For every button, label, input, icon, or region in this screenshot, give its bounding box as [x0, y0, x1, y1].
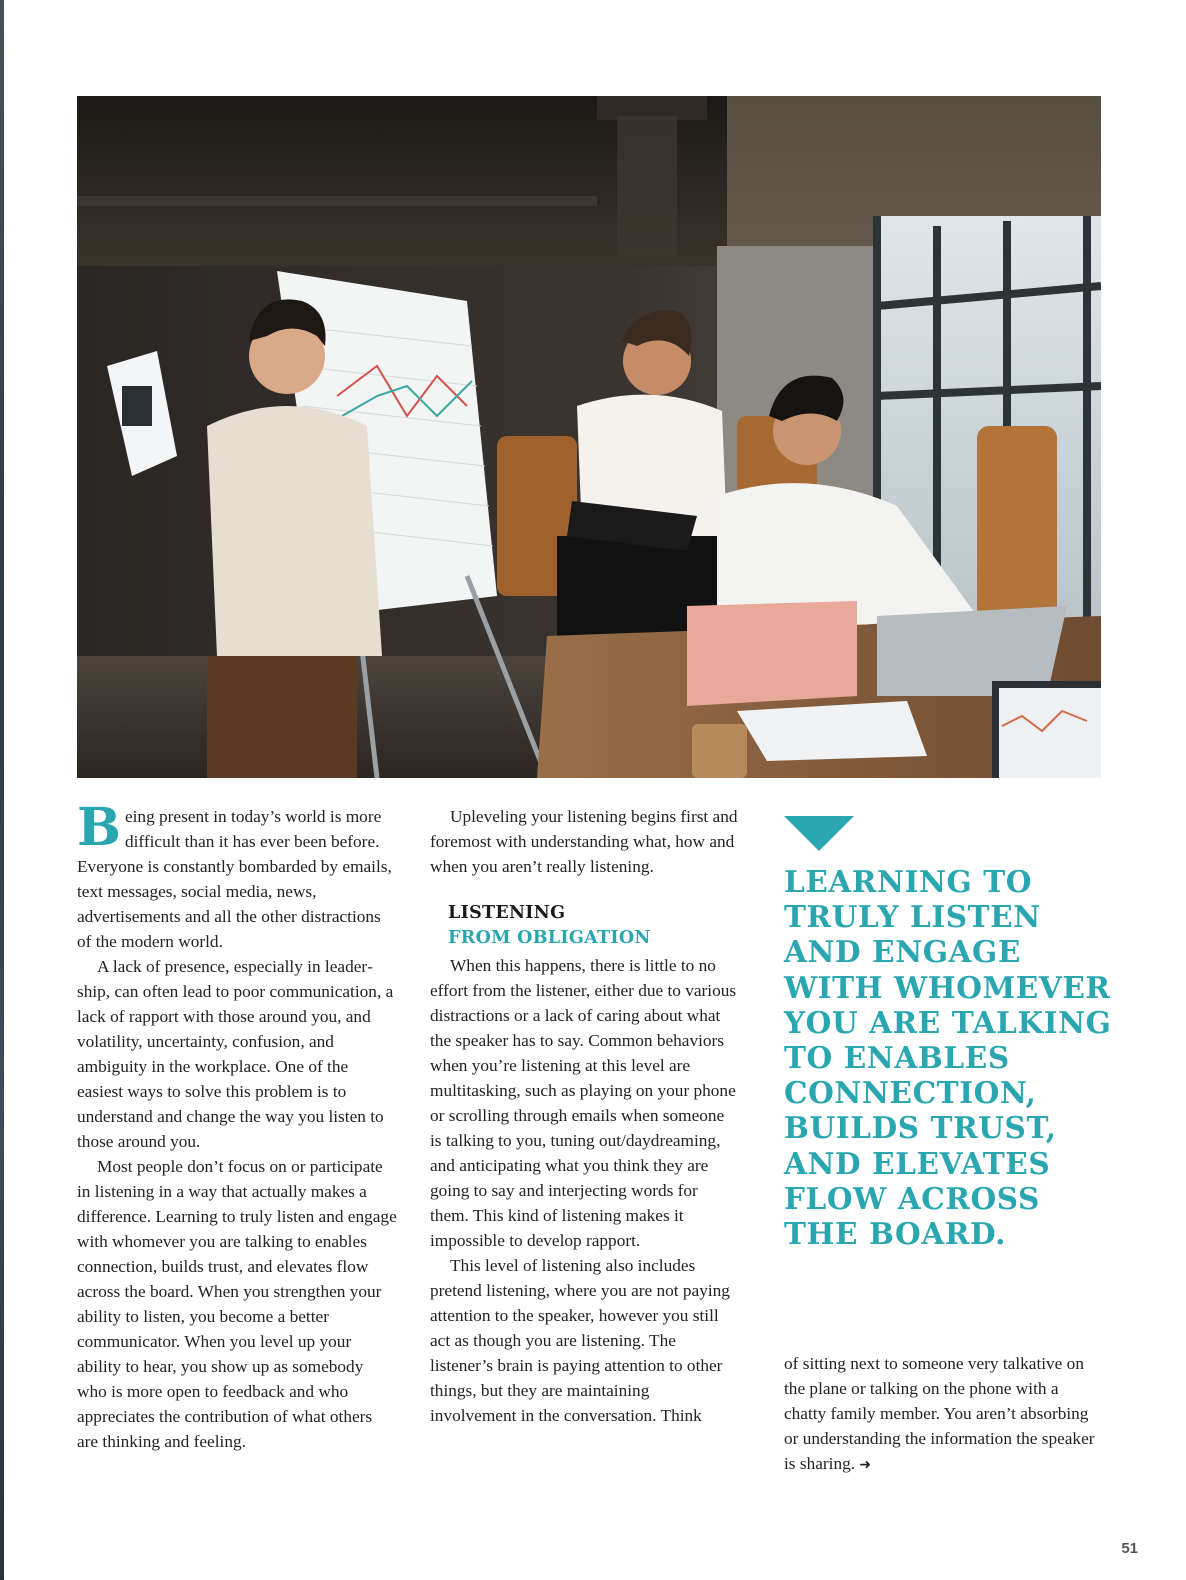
- page-edge-bar: [0, 0, 4, 1580]
- paragraph-upleveling: Upleveling your listening begins first and foremost with understanding what, how and when you aren’t really listening.: [430, 807, 738, 876]
- paragraph-pretend-listening: This level of listening also includes pretend listening, where you are not paying attention to the speaker, however you still act as though you are listening. The listener’s brain is paying attention to other things, but they are maintaining involvement in the conversation. Think: [430, 1256, 730, 1425]
- body-column-1: [77, 797, 397, 1454]
- body-column-2: [430, 804, 740, 1428]
- body-column-3: [784, 1351, 1104, 1478]
- drop-cap: B: [77, 797, 121, 858]
- page-number: 51: [1121, 1540, 1138, 1557]
- paragraph-continuation: [784, 1351, 1104, 1478]
- paragraph-listening-difference: Most people don’t focus on or participate in listening in a way that actually makes a difference. Learning to truly listen and engage with whomever you are talking to enables connection, builds trust, and elevates flow across the board. When you strengthen your ability to listen, you become a better communicator. When you level up your ability to hear, you show up as somebody who is more open to feedback and who appreciates the contribution of what others are thinking and feeling.: [77, 1157, 397, 1451]
- continue-arrow-icon: ➜: [859, 1457, 872, 1473]
- section-subhead: [448, 901, 740, 951]
- paragraph-presence: A lack of presence, especially in leadership, can often lead to poor communication, a lack of rapport with those around you, and volatility, uncertainty, confusion, and ambiguity in the workplace. One of the easiest ways to solve this problem is to understand and change the way you listen to those around you.: [77, 957, 394, 1151]
- intro-paragraph-text: eing present in today’s world is more difficult than it has ever been before. Everyone is constantly bombarded by emails, text messages, social media, news, advertisements and all the other distractions of the modern world.: [77, 807, 392, 951]
- intro-paragraph: [77, 797, 397, 954]
- pull-quote-triangle-icon: [784, 816, 854, 851]
- paragraph-continuation-text: of sitting next to someone very talkative on the plane or talking on the phone with a chatty family member. You aren’t absorbing or understanding the information the speaker is sharing.: [784, 1354, 1095, 1473]
- paragraph-obligation: When this happens, there is little to no effort from the listener, either due to various distractions or a lack of caring about what the speaker has to say. Common behaviors when you’re listening at this level are multitasking, such as playing on your phone or scrolling through emails when someone is talking to you, tuning out/daydreaming, and anticipating what you think they are going to say and interjecting words for them. This kind of listening makes it impossible to develop rapport.: [430, 956, 737, 1250]
- meeting-photo: [77, 96, 1101, 778]
- subhead-line-2: FROM OBLIGATION: [448, 928, 651, 948]
- pull-quote: LEARNING TO TRULY LISTEN AND ENGAGE WITH WHOMEVER YOU ARE TALKING TO ENABLES CONNECTION, BUILDS TRUST, AND ELEVATES FLOW ACROSS THE BOARD.: [784, 864, 1112, 1252]
- subhead-line-1: LISTENING: [448, 903, 566, 923]
